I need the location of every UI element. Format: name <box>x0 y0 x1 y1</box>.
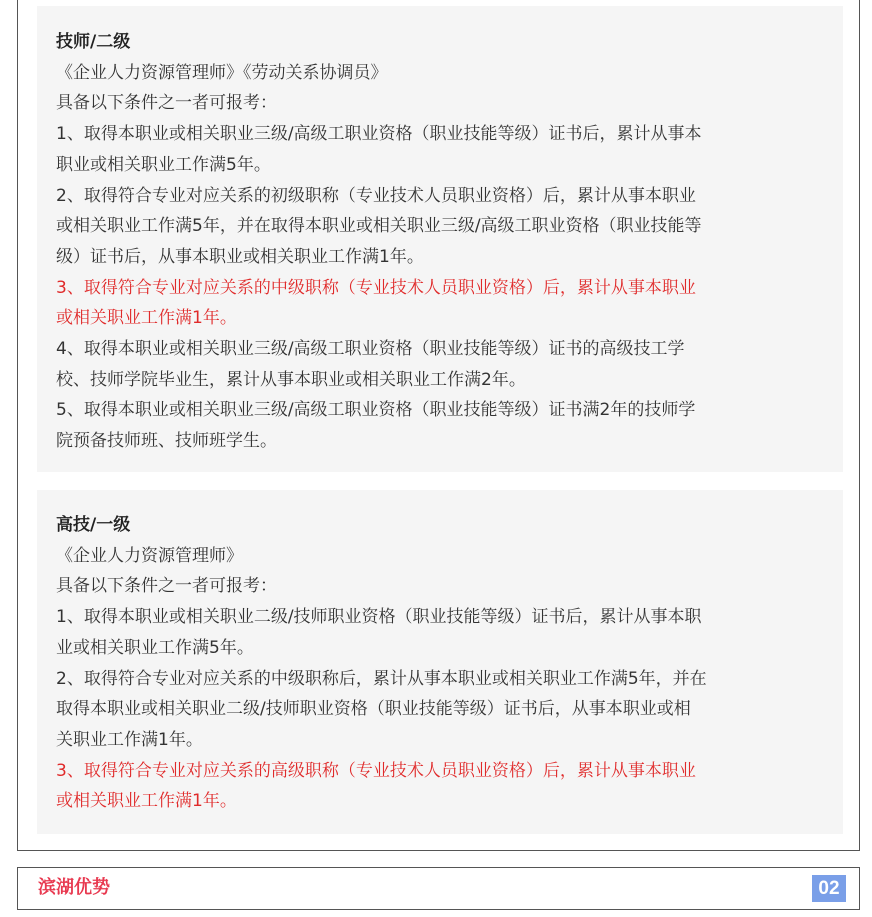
text-line: 职业或相关职业工作满5年。 <box>56 154 271 175</box>
text-line: 1、取得本职业或相关职业二级/技师职业资格（职业技能等级）证书后，累计从事本职 <box>56 607 702 628</box>
text-line: 2、取得符合专业对应关系的初级职称（专业技术人员职业资格）后，累计从事本职业 <box>56 185 696 206</box>
highlighted-text-line: 3、取得符合专业对应关系的高级职称（专业技术人员职业资格）后，累计从事本职业 <box>56 760 696 781</box>
text-line: 5、取得本职业或相关职业三级/高级工职业资格（职业技能等级）证书满2年的技师学 <box>56 400 696 421</box>
text-line: 1、取得本职业或相关职业三级/高级工职业资格（职业技能等级）证书后，累计从事本 <box>56 124 702 145</box>
section-body <box>56 541 823 817</box>
text-line: 2、取得符合专业对应关系的中级职称后，累计从事本职业或相关职业工作满5年，并在 <box>56 668 707 689</box>
section-number-badge: 02 <box>812 875 846 902</box>
text-line: 级）证书后，从事本职业或相关职业工作满1年。 <box>56 246 424 267</box>
section-heading: 滨湖优势 <box>38 877 110 898</box>
highlighted-text-line: 或相关职业工作满1年。 <box>56 308 237 329</box>
section-header-bar <box>17 867 860 910</box>
text-line: 4、取得本职业或相关职业三级/高级工职业资格（职业技能等级）证书的高级技工学 <box>56 339 685 360</box>
text-line: 业或相关职业工作满5年。 <box>56 637 254 658</box>
text-line: 《企业人力资源管理师》《劳动关系协调员》 <box>56 62 388 83</box>
text-line: 或相关职业工作满5年，并在取得本职业或相关职业三级/高级工职业资格（职业技能等 <box>56 216 702 237</box>
section-card-senior-technician <box>37 490 843 834</box>
text-line: 关职业工作满1年。 <box>56 729 203 750</box>
text-line: 院预备技师班、技师班学生。 <box>56 431 277 452</box>
section-body <box>56 58 823 457</box>
highlighted-text-line: 或相关职业工作满1年。 <box>56 791 237 812</box>
section-card-technician <box>37 6 843 472</box>
text-line: 校、技师学院毕业生，累计从事本职业或相关职业工作满2年。 <box>56 369 526 390</box>
highlighted-text-line: 3、取得符合专业对应关系的中级职称（专业技术人员职业资格）后，累计从事本职业 <box>56 277 696 298</box>
text-line: 具备以下条件之一者可报考： <box>56 93 277 114</box>
section-title: 技师/二级 <box>56 32 131 52</box>
text-line: 具备以下条件之一者可报考： <box>56 576 277 597</box>
text-line: 取得本职业或相关职业二级/技师职业资格（职业技能等级）证书后，从事本职业或相 <box>56 699 691 720</box>
section-title: 高技/一级 <box>56 515 131 535</box>
text-line: 《企业人力资源管理师》 <box>56 545 243 566</box>
